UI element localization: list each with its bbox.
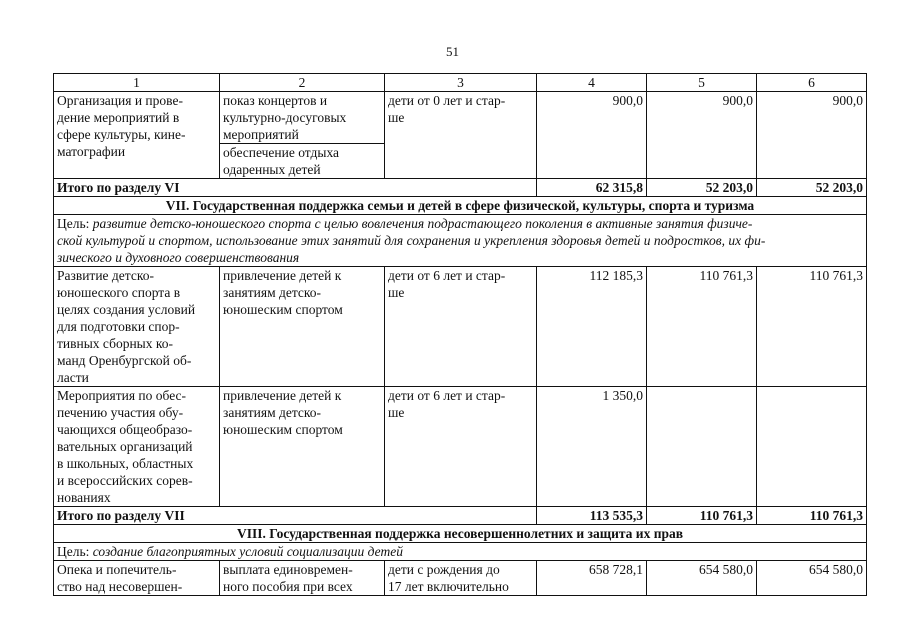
goal-text: развитие детско-юношеского спорта с целью вовлечения подрастающего поколения в активные занятия физиче- ской культурой и спортом, использование этих занятий для сохранения и укрепления здоровья детей и подростков, их фи- зического и духовного совершенствования: [57, 216, 766, 265]
page-number: 51: [446, 44, 459, 59]
section-heading-row: [54, 197, 867, 215]
total-label: Итого по разделу VI: [54, 179, 537, 197]
value-col5: 900,0: [647, 92, 757, 179]
goal-row: [54, 215, 867, 267]
event-cell: Развитие детско- юношеского спорта в целях создания условий для подготовки спор- тивных сборных ко- манд Оренбургской об- ласти: [54, 267, 220, 387]
audience-cell: дети от 6 лет и стар- ше: [385, 387, 537, 507]
value-col5: [647, 387, 757, 507]
measure-cell: обеспечение отдыха одаренных детей: [220, 144, 385, 179]
table-row: [54, 267, 867, 387]
total-col6: 110 761,3: [757, 507, 867, 525]
total-label: Итого по разделу VII: [54, 507, 537, 525]
value-col4: 900,0: [537, 92, 647, 179]
total-col4: 62 315,8: [537, 179, 647, 197]
total-col5: 52 203,0: [647, 179, 757, 197]
audience-cell: дети от 6 лет и стар- ше: [385, 267, 537, 387]
table-row: [54, 387, 867, 507]
col-num-4: 4: [537, 74, 647, 92]
goal-cell: [54, 215, 867, 267]
measure-cell: выплата единовремен- ного пособия при всех: [220, 561, 385, 596]
value-col6: 654 580,0: [757, 561, 867, 596]
col-num-2: 2: [220, 74, 385, 92]
section-total-row: [54, 179, 867, 197]
section-title: VIII. Государственная поддержка несовершеннолетних и защита их прав: [54, 525, 867, 543]
col-num-1: 1: [54, 74, 220, 92]
value-col4: 658 728,1: [537, 561, 647, 596]
column-number-row: [54, 74, 867, 92]
value-col4: 112 185,3: [537, 267, 647, 387]
total-col5: 110 761,3: [647, 507, 757, 525]
event-cell: Организация и прове- дение мероприятий в сфере культуры, кине- матографии: [54, 92, 220, 179]
col-num-3: 3: [385, 74, 537, 92]
goal-cell: [54, 543, 867, 561]
value-col6: 900,0: [757, 92, 867, 179]
col-num-6: 6: [757, 74, 867, 92]
section-total-row: [54, 507, 867, 525]
audience-cell: дети с рождения до 17 лет включительно: [385, 561, 537, 596]
event-cell: Мероприятия по обес- печению участия обу- чающихся общеобразо- вательных организаций в школьных, областных и всероссийских сорев- нованиях: [54, 387, 220, 507]
value-col4: 1 350,0: [537, 387, 647, 507]
goal-text: создание благоприятных условий социализации детей: [92, 544, 403, 559]
measure-cell: показ концертов и культурно-досуговых мероприятий: [220, 92, 385, 144]
measure-cell: привлечение детей к занятиям детско- юношеским спортом: [220, 267, 385, 387]
total-col4: 113 535,3: [537, 507, 647, 525]
value-col6: 110 761,3: [757, 267, 867, 387]
value-col5: 654 580,0: [647, 561, 757, 596]
table-row: [54, 561, 867, 596]
goal-label: Цель:: [57, 544, 90, 559]
budget-table: [53, 73, 867, 596]
event-cell: Опека и попечитель- ство над несовершен-: [54, 561, 220, 596]
value-col6: [757, 387, 867, 507]
measure-cell: привлечение детей к занятиям детско- юношеским спортом: [220, 387, 385, 507]
audience-cell: дети от 0 лет и стар- ше: [385, 92, 537, 179]
total-col6: 52 203,0: [757, 179, 867, 197]
section-heading-row: [54, 525, 867, 543]
col-num-5: 5: [647, 74, 757, 92]
goal-row: [54, 543, 867, 561]
table-row: [54, 92, 867, 144]
section-title: VII. Государственная поддержка семьи и детей в сфере физической, культуры, спорта и туризма: [54, 197, 867, 215]
goal-label: Цель:: [57, 216, 90, 231]
value-col5: 110 761,3: [647, 267, 757, 387]
